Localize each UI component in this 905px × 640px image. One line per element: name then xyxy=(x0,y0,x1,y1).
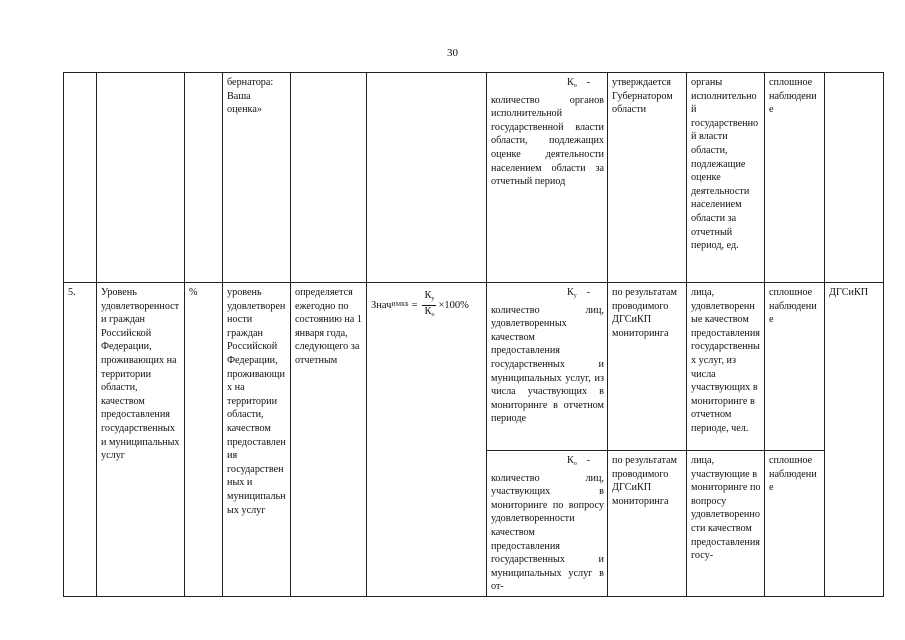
cell-method-ko-2: сплошное наблюдение xyxy=(765,451,825,597)
formula-fraction: $\frac{К_у}{К_о}$ xyxy=(424,290,435,318)
cell-source-ky: по результатам проводимого ДГСиКП мониторинга xyxy=(608,283,687,451)
cell-source-ko-2: по результатам проводимого ДГСиКП мониторинга xyxy=(608,451,687,597)
cell-row-number: 5. xyxy=(64,283,97,597)
cell-unit-empty xyxy=(185,73,223,283)
cell-observation-unit-ko-2: лица, участвующие в мониторинге по вопросу удовлетворенности качеством предоставления госу- xyxy=(687,451,765,597)
cell-indicator-name: Уровень удовлетворенности граждан Российской Федерации, проживающих на территории области, качеством предоставления государственных и муниципальных услуг xyxy=(97,283,185,597)
cell-variable-ko: $К_о$ - количество органов исполнительной государственной власти области, подлежащих оценке деятельности населением области за отчетный период xyxy=(487,73,608,283)
cell-method-ky: сплошное наблюдение xyxy=(765,283,825,451)
cell-unit: % xyxy=(185,283,223,597)
table-row-5a xyxy=(64,283,884,451)
table-row-continued xyxy=(64,73,884,283)
indicator-table xyxy=(63,72,884,597)
cell-responsible: ДГСиКП xyxy=(825,283,884,597)
cell-periodicity: определяется ежегодно по состоянию на 1 января года, следующего за отчетным xyxy=(291,283,367,597)
formula: Знач ИМКБ = $\frac{К_у}{К_о}$ ×100% xyxy=(371,286,483,321)
cell-method: сплошное наблюдение xyxy=(765,73,825,283)
cell-observation-unit-ky: лица, удовлетворенные качеством предоставления государственных услуг, из числа участвующих в мониторинге в отчетном периоде, чел. xyxy=(687,283,765,451)
cell-variable-ky: $К_у$ - количество лиц, удовлетворенных качеством предоставления государственных и муниципальных услуг, из числа участвующих в мониторинге в отчетном периоде xyxy=(487,283,608,451)
variable-symbol: $К_у$ xyxy=(567,287,577,299)
variable-symbol: $К_о$ xyxy=(567,77,577,89)
variable-symbol: $К_о$ xyxy=(567,455,577,467)
cell-source: утверждается Губернатором области xyxy=(608,73,687,283)
cell-variable-ko-2: $К_о$ - количество лиц, участвующих в мониторинге по вопросу удовлетворенности качеством предоставления государственных и муниципальных услуг в от- xyxy=(487,451,608,597)
page-number: 30 xyxy=(447,47,458,59)
cell-indicator-empty xyxy=(97,73,185,283)
cell-definition-end: бернатора: Ваша оценка» xyxy=(223,73,291,283)
cell-definition: уровень удовлетворенности граждан Российской Федерации, проживающих на территории области, качеством предоставления государственных и муниципальных услуг xyxy=(223,283,291,597)
cell-formula xyxy=(367,283,487,597)
cell-observation-unit: органы исполнительной государственной власти области, подлежащие оценке деятельности населением области за отчетный период, ед. xyxy=(687,73,765,283)
cell-num-empty xyxy=(64,73,97,283)
cell-responsible-empty xyxy=(825,73,884,283)
cell-formula-empty xyxy=(367,73,487,283)
cell-periodicity-empty xyxy=(291,73,367,283)
